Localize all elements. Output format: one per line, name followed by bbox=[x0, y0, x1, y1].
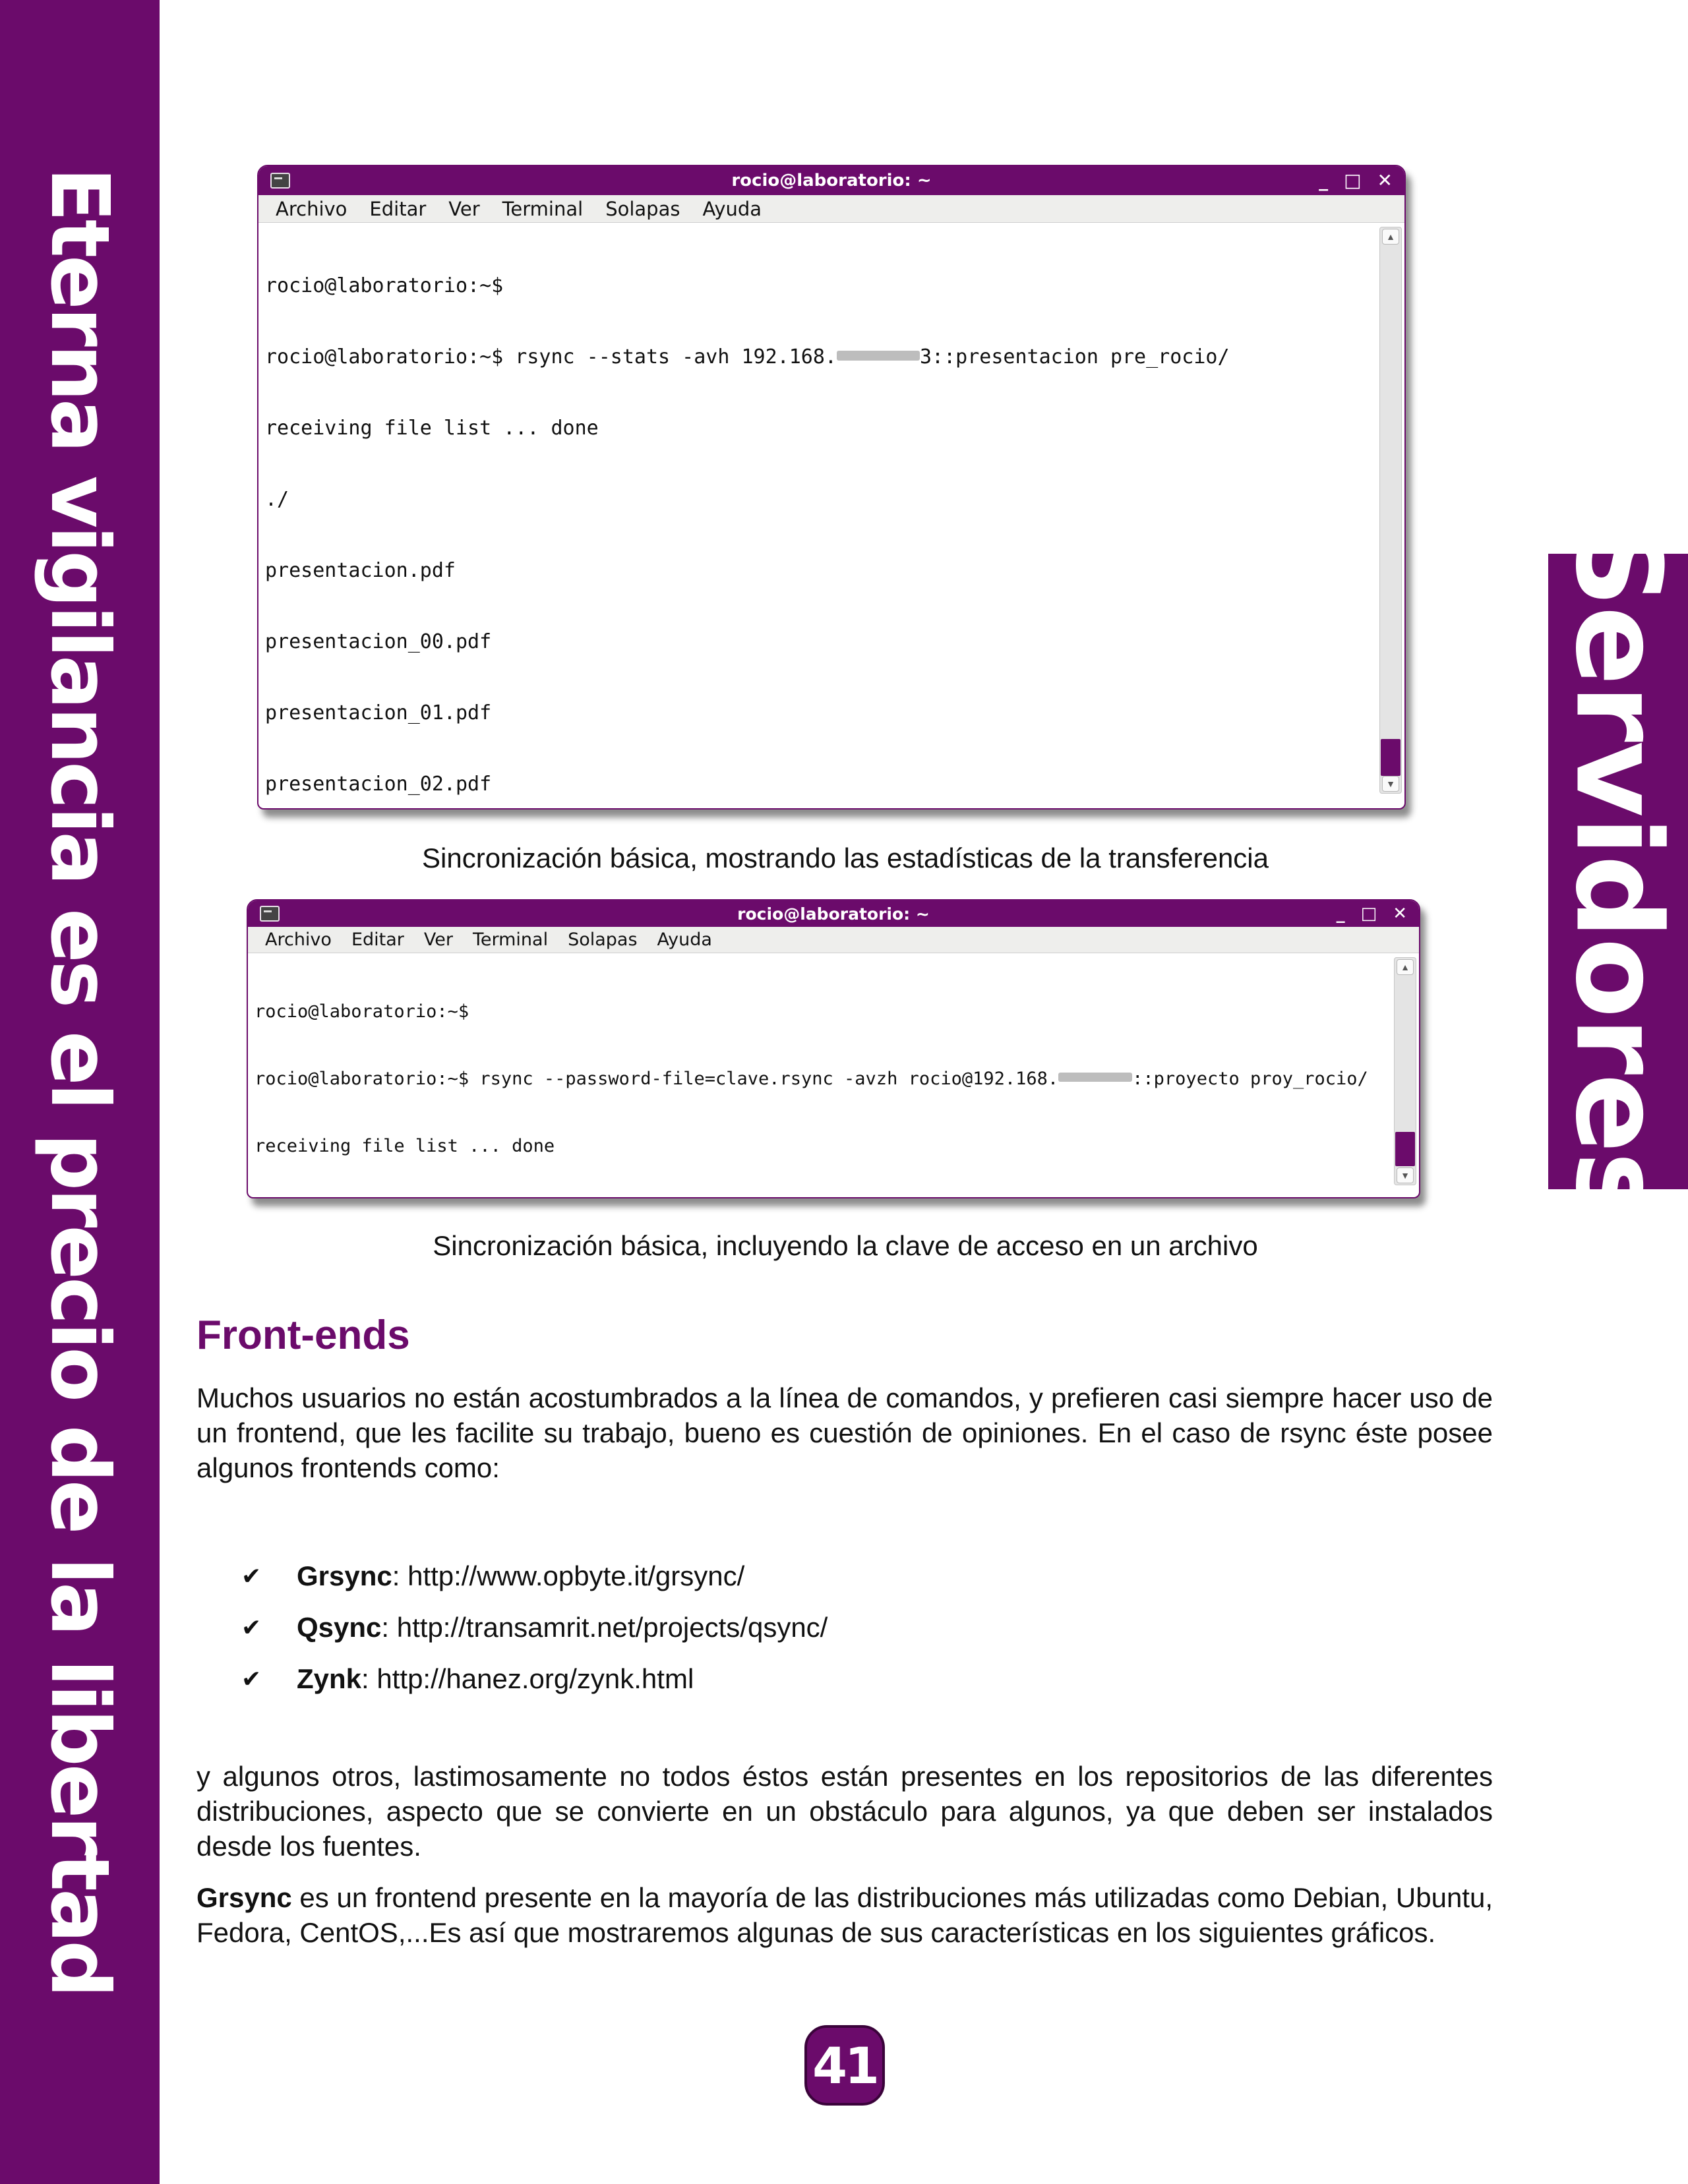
scroll-up-arrow-icon[interactable]: ▲ bbox=[1382, 229, 1399, 245]
frontend-name: Zynk bbox=[297, 1663, 362, 1694]
grsync-term: Grsync bbox=[196, 1882, 292, 1913]
intro-paragraph: Muchos usuarios no están acostumbrados a la línea de comandos, y prefieren casi siempre hacer uso de un frontend, que les facilite su trabajo, bueno es cuestión de opiniones. En el caso de rsync éste posee algunos frontends como: bbox=[196, 1382, 1493, 1483]
section-tab-label: Servidores bbox=[1550, 523, 1687, 1220]
terminal-line: receiving file list ... done bbox=[265, 417, 599, 440]
terminal-titlebar bbox=[248, 900, 1419, 927]
terminal-line: ./ bbox=[265, 488, 289, 511]
menu-ayuda[interactable]: Ayuda bbox=[657, 930, 712, 950]
terminal-line: presentacion_00.pdf bbox=[265, 630, 492, 653]
scrollbar-thumb[interactable] bbox=[1381, 739, 1401, 776]
frontend-list bbox=[241, 1550, 828, 1705]
window-controls bbox=[1319, 166, 1393, 195]
menu-archivo[interactable]: Archivo bbox=[265, 930, 332, 950]
menu-solapas[interactable]: Solapas bbox=[605, 197, 680, 220]
terminal-line: presentacion.pdf bbox=[265, 559, 456, 582]
terminal-output[interactable] bbox=[258, 223, 1404, 810]
terminal-line: receiving file list ... done bbox=[255, 1136, 555, 1156]
terminal-app-icon bbox=[260, 906, 280, 922]
terminal-line: presentacion_02.pdf bbox=[265, 773, 492, 796]
menu-editar[interactable]: Editar bbox=[351, 930, 404, 950]
menu-archivo[interactable]: Archivo bbox=[276, 197, 347, 220]
checkmark-icon: ✔ bbox=[241, 1665, 262, 1693]
list-item bbox=[241, 1653, 828, 1705]
minimize-icon[interactable]: _ bbox=[1336, 904, 1345, 924]
terminal-line: rocio@laboratorio:~$ bbox=[255, 1001, 469, 1022]
close-icon[interactable]: ✕ bbox=[1393, 904, 1407, 924]
minimize-icon[interactable]: _ bbox=[1319, 169, 1329, 191]
figure-caption: Sincronización básica, mostrando las estadísticas de la transferencia bbox=[422, 842, 1269, 873]
frontend-name: Grsync bbox=[297, 1560, 392, 1591]
menu-terminal[interactable]: Terminal bbox=[502, 197, 584, 220]
terminal-text bbox=[255, 956, 1368, 1198]
redacted-ip-mark bbox=[837, 351, 920, 361]
terminal-menubar bbox=[248, 927, 1419, 953]
terminal-line: rocio@laboratorio:~$ bbox=[265, 274, 504, 297]
figure-caption: Sincronización básica, incluyendo la clave de acceso en un archivo bbox=[433, 1230, 1258, 1261]
terminal-text bbox=[265, 227, 1230, 810]
body-paragraph: Grsync es un frontend presente en la mayoría de las distribuciones más utilizadas como Debian, Ubuntu, Fedora, CentOS,...Es así que mostraremos algunas de sus características en los siguientes gráficos. bbox=[196, 1882, 1493, 1948]
terminal-title: rocio@laboratorio: ~ bbox=[737, 904, 930, 924]
terminal-menubar bbox=[258, 195, 1404, 223]
frontend-name: Qsync bbox=[297, 1612, 382, 1643]
terminal-line-command: rocio@laboratorio:~$ rsync --stats -avh 192.168. 3::presentacion pre_rocio/ bbox=[265, 345, 1230, 369]
section-tab bbox=[1548, 523, 1688, 1220]
scroll-down-arrow-icon[interactable]: ▼ bbox=[1382, 776, 1399, 792]
terminal-title: rocio@laboratorio: ~ bbox=[731, 171, 932, 191]
checkmark-icon: ✔ bbox=[241, 1614, 262, 1641]
frontend-link[interactable]: : http://www.opbyte.it/grsync/ bbox=[392, 1560, 745, 1591]
vertical-scrollbar[interactable] bbox=[1379, 227, 1402, 794]
scroll-down-arrow-icon[interactable]: ▼ bbox=[1397, 1167, 1414, 1183]
page-number: 41 bbox=[804, 2025, 885, 2106]
maximize-icon[interactable]: □ bbox=[1360, 904, 1377, 924]
left-sidebar-band bbox=[0, 0, 160, 2184]
scroll-up-arrow-icon[interactable]: ▲ bbox=[1397, 959, 1414, 975]
menu-solapas[interactable]: Solapas bbox=[568, 930, 638, 950]
checkmark-icon: ✔ bbox=[241, 1562, 262, 1590]
sidebar-motto: Eterna vigilancia es el precio de la libertad bbox=[33, 167, 127, 1995]
window-controls bbox=[1337, 900, 1407, 927]
list-item bbox=[241, 1550, 828, 1602]
terminal-window-password bbox=[247, 899, 1420, 1198]
menu-ver[interactable]: Ver bbox=[448, 197, 480, 220]
menu-ayuda[interactable]: Ayuda bbox=[702, 197, 762, 220]
menu-terminal[interactable]: Terminal bbox=[472, 930, 549, 950]
vertical-scrollbar[interactable] bbox=[1394, 957, 1416, 1185]
scrollbar-thumb[interactable] bbox=[1395, 1132, 1415, 1166]
body-paragraph: y algunos otros, lastimosamente no todos éstos están presentes en los repositorios de las diferentes distribuciones, aspecto que se convierte en un obstáculo para algunos, ya que deben ser instalados desde los fuentes. bbox=[196, 1761, 1493, 1862]
menu-editar[interactable]: Editar bbox=[369, 197, 427, 220]
frontend-link[interactable]: : http://hanez.org/zynk.html bbox=[361, 1663, 694, 1694]
section-heading: Front-ends bbox=[196, 1313, 410, 1358]
terminal-titlebar bbox=[258, 166, 1404, 195]
terminal-line-command: rocio@laboratorio:~$ rsync --password-file=clave.rsync -avzh rocio@192.168. ::proyecto proy_rocio/ bbox=[255, 1069, 1368, 1089]
list-item bbox=[241, 1602, 828, 1653]
frontend-link[interactable]: : http://transamrit.net/projects/qsync/ bbox=[381, 1612, 828, 1643]
close-icon[interactable]: ✕ bbox=[1377, 169, 1393, 191]
terminal-line: presentacion_01.pdf bbox=[265, 701, 492, 724]
menu-ver[interactable]: Ver bbox=[423, 930, 453, 950]
terminal-app-icon bbox=[270, 173, 290, 189]
terminal-output[interactable] bbox=[248, 953, 1419, 1197]
terminal-window-stats bbox=[257, 165, 1406, 810]
maximize-icon[interactable]: □ bbox=[1344, 169, 1362, 191]
redacted-ip-mark bbox=[1058, 1073, 1132, 1082]
